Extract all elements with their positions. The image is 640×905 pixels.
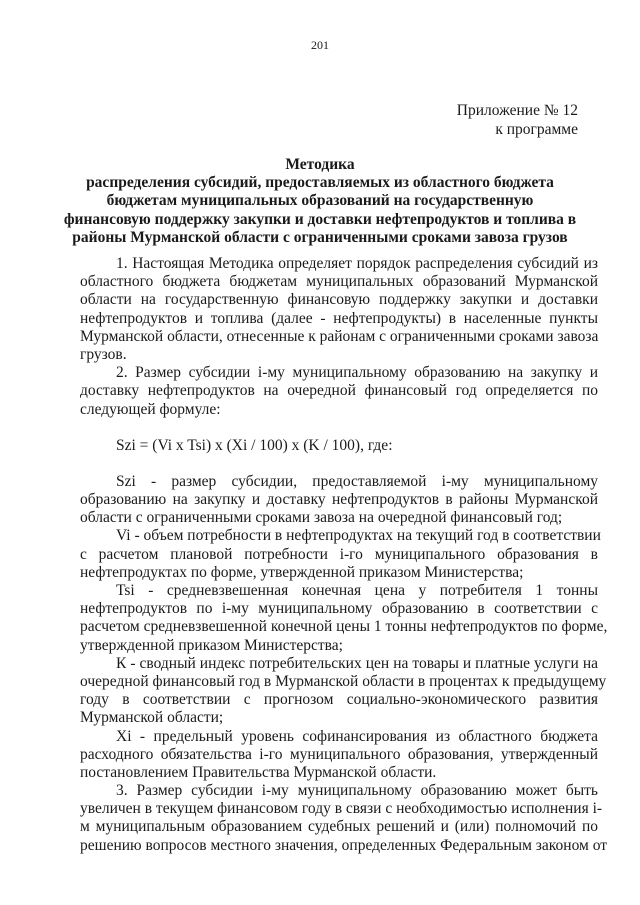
definition-vi <box>80 527 601 582</box>
text-line: году в соответствии с прогнозом социально-экономического развития <box>80 691 598 709</box>
title-line: распределения субсидий, предоставляемых из областного бюджета <box>86 174 554 192</box>
text-line: 3. Размер субсидии i-му муниципальному образованию может быть <box>116 782 598 800</box>
text-line: решению вопросов местного значения, определенных Федеральным законом от <box>80 836 608 854</box>
text-line: нефтепродуктах по форме, утвержденной приказом Министерства; <box>80 563 524 581</box>
definition-szi <box>80 473 598 528</box>
text-line: Vi - объем потребности в нефтепродуктах на текущий год в соответствии <box>116 527 601 545</box>
definition-k <box>80 654 607 728</box>
definition-xi <box>80 728 598 783</box>
text-line: 1. Настоящая Методика определяет порядок распределения субсидий из <box>116 255 598 272</box>
appendix-note <box>380 101 578 139</box>
appendix-line: к программе <box>495 121 578 138</box>
title-line: финансовую поддержку закупки и доставки нефтепродуктов и топлива в <box>63 210 577 228</box>
text-line: областного бюджета бюджетам муниципальных образований Мурманской <box>80 273 598 291</box>
text-line: Tsi - средневзвешенная конечная цена у потребителя 1 тонны <box>116 582 598 599</box>
text-line: грузов. <box>80 345 127 363</box>
text-line: м муниципальным образованием судебных решений и (или) полномочий по <box>80 818 598 836</box>
text-line: доставку нефтепродуктов на очередной финансовый год определяется по <box>80 382 598 400</box>
text-line: очередной финансовый год в Мурманской области в процентах к предыдущему <box>80 672 607 690</box>
text-line: нефтепродуктов и топлива (далее - нефтепродукты) в населенные пункты <box>80 309 598 327</box>
text-line: следующей формуле: <box>80 400 221 418</box>
title-line: бюджетам муниципальных образований на государственную <box>106 192 534 210</box>
text-line: утвержденной приказом Министерства; <box>80 636 343 654</box>
text-line: образованию на закупку и доставку нефтепродуктов в районы Мурманской <box>80 491 598 509</box>
text-line: Мурманской области; <box>80 709 224 727</box>
paragraph-3 <box>80 782 608 855</box>
text-line: расходного обязательства i-го муниципального образования, утвержденный <box>80 745 598 763</box>
text-line: Szi - размер субсидии, предоставляемой i-му муниципальному <box>116 472 598 490</box>
page-number: 201 <box>311 38 329 52</box>
text-line: расчетом средневзвешенной конечной цены 1 тонны нефтепродуктов по форме, <box>80 618 608 636</box>
paragraph-1 <box>80 255 598 364</box>
formula: Szi = (Vi x Tsi) x (Xi / 100) x (K / 100), где: <box>116 436 393 454</box>
document-title <box>60 156 580 247</box>
text-line: с расчетом плановой потребности i-го муниципального образования в <box>80 545 598 563</box>
text-line: Xi - предельный уровень софинансирования из областного бюджета <box>116 727 598 745</box>
text-line: Мурманской области, отнесенные к районам с ограниченными сроками завоза <box>80 327 599 345</box>
document-body <box>80 255 608 855</box>
appendix-line: Приложение № 12 <box>456 102 578 119</box>
text-line: увеличен в текущем финансовом году в связи с необходимостью исполнения i- <box>80 800 603 818</box>
text-line: постановлением Правительства Мурманской области. <box>80 763 437 781</box>
paragraph-2 <box>80 364 598 419</box>
definition-tsi <box>80 582 608 655</box>
text-line: К - сводный индекс потребительских цен на товары и платные услуги на <box>116 654 598 672</box>
title-line: Методика <box>285 156 355 173</box>
title-line: районы Мурманской области с ограниченными сроками завоза грузов <box>72 228 568 246</box>
text-line: 2. Размер субсидии i-му муниципальному образованию на закупку и <box>116 364 598 382</box>
text-line: области на государственную финансовую поддержку закупки и доставки <box>80 291 598 309</box>
text-line: нефтепродуктов по i-му муниципальному образованию в соответствии с <box>80 600 598 618</box>
text-line: области с ограниченными сроками завоза на очередной финансовый год; <box>80 509 563 527</box>
